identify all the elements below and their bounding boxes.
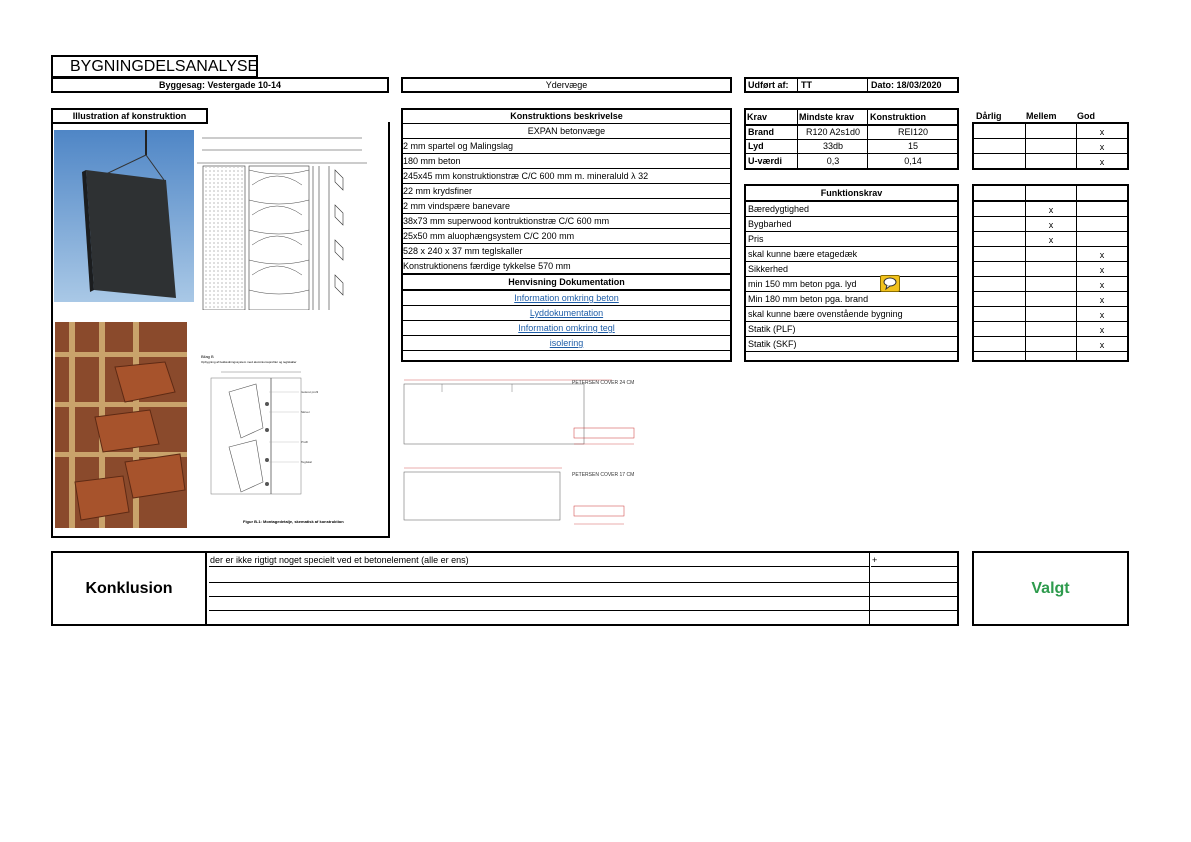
krav-table	[744, 108, 959, 170]
udfort-value: TT	[801, 80, 812, 90]
krav-header: Krav	[747, 112, 768, 122]
krav-row-kon: 0,14	[904, 156, 922, 166]
funktion-title: Funktionskrav	[746, 186, 957, 202]
svg-text:Profil: Profil	[301, 440, 308, 444]
element-field: Ydervæge	[401, 77, 732, 93]
construction-row: 25x50 mm aluophængsystem C/C 200 mm	[403, 229, 730, 244]
rating-mark: x	[1048, 235, 1054, 245]
photo-concrete-element	[54, 130, 194, 302]
rating-header-mellem: Mellem	[1026, 111, 1057, 121]
construction-row: Konstruktionens færdige tykkelse 570 mm	[403, 259, 730, 275]
drawing-caption: Figur B-1: Montagedetalje, skematisk af konstruktion	[243, 519, 344, 524]
rating-mark: x	[1099, 250, 1105, 260]
rating-header-darlig: Dårlig	[976, 111, 1002, 121]
link-isolering[interactable]: isolering	[549, 338, 584, 348]
konklusion-mark: +	[871, 553, 957, 567]
funktion-row: Bæredygtighed	[746, 202, 957, 217]
krav-row-min: 33db	[822, 141, 844, 151]
funktion-row: skal kunne bære ovenstående bygning	[746, 307, 957, 322]
funktion-row	[746, 277, 957, 292]
funktion-rating-grid	[972, 184, 1129, 362]
profile-label-17: PETERSEN COVER 17 CM	[572, 472, 635, 478]
krav-row-label: U-værdi	[748, 156, 783, 166]
krav-row-label: Brand	[748, 127, 775, 137]
construction-table	[403, 109, 730, 351]
page-title-box	[51, 55, 258, 78]
rating-mark: x	[1048, 220, 1054, 230]
construction-row: 180 mm beton	[403, 154, 730, 169]
krav-row-min: 0,3	[826, 156, 840, 166]
konklusion-label: Konklusion	[53, 553, 207, 624]
construction-row: EXPAN betonvæge	[403, 124, 730, 139]
funktion-row: Min 180 mm beton pga. brand	[746, 292, 957, 307]
rating-mark: x	[1099, 325, 1105, 335]
funktion-row: Pris	[746, 232, 957, 247]
result-valgt: Valgt	[1031, 580, 1070, 597]
byggesag-field: Byggesag: Vestergade 10-14	[51, 77, 389, 93]
construction-row: 528 x 240 x 37 mm teglskaller	[403, 244, 730, 259]
svg-text:Isoleret profil: Isoleret profil	[301, 390, 319, 394]
funktion-row: Bygbarhed	[746, 217, 957, 232]
funktion-row	[746, 352, 957, 366]
mindste-krav-header: Mindste krav	[799, 112, 855, 122]
svg-text:Skruer: Skruer	[301, 410, 310, 414]
rating-mark: x	[1099, 295, 1105, 305]
rating-mark: x	[1099, 340, 1105, 350]
funktion-row-text: min 150 mm beton pga. lyd	[748, 279, 857, 289]
rating-mark: x	[1099, 127, 1105, 137]
dato-field: Dato: 18/03/2020	[871, 80, 942, 90]
speech-bubble-icon[interactable]	[880, 275, 900, 292]
konklusion-panel	[51, 551, 959, 626]
profile-drawing-17	[402, 462, 682, 534]
funktion-table	[744, 184, 959, 362]
svg-text:Opbygning af beklædningssystem: Opbygning af beklædningssystem med aluminiumsprofiler og teglskaller	[201, 360, 297, 364]
rating-mark: x	[1048, 205, 1054, 215]
funktion-row: Sikkerhed	[746, 262, 957, 277]
rating-mark: x	[1099, 280, 1105, 290]
construction-title: Konstruktions beskrivelse	[403, 109, 730, 124]
krav-row-min: R120 A2s1d0	[805, 127, 861, 137]
rating-mark: x	[1099, 157, 1105, 167]
link-lyd[interactable]: Lyddokumentation	[529, 308, 604, 318]
construction-row: 245x45 mm konstruktionstræ C/C 600 mm m. mineraluld λ 32	[403, 169, 730, 184]
konklusion-row: der er ikke rigtigt noget specielt ved et betonelement (alle er ens)	[209, 553, 869, 567]
krav-rating-grid	[972, 122, 1129, 170]
rating-header-god: God	[1077, 111, 1095, 121]
construction-row: 22 mm krydsfiner	[403, 184, 730, 199]
documentation-title: Henvisning Dokumentation	[403, 275, 730, 291]
link-tegl[interactable]: Information omkring tegl	[518, 323, 615, 333]
udfort-label: Udført af:	[748, 80, 789, 90]
link-beton[interactable]: Information omkring beton	[514, 293, 619, 303]
udfort-field	[744, 77, 959, 93]
konstruktion-header: Konstruktion	[870, 112, 926, 122]
krav-row-label: Lyd	[748, 141, 764, 151]
section-drawing	[197, 130, 367, 310]
funktion-row: Statik (PLF)	[746, 322, 957, 337]
krav-row-kon: REI120	[897, 127, 929, 137]
svg-text:Bilag B: Bilag B	[201, 354, 214, 359]
attachment-detail-drawing	[201, 352, 361, 528]
construction-row: 2 mm spartel og Malingslag	[403, 139, 730, 154]
rating-mark: x	[1099, 265, 1105, 275]
profile-label-24: PETERSEN COVER 24 CM	[572, 380, 635, 386]
svg-text:Teglskal: Teglskal	[301, 460, 312, 464]
rating-mark: x	[1099, 310, 1105, 320]
photo-tile-facade	[55, 322, 187, 528]
profile-drawing-24	[402, 372, 682, 452]
illustration-label: Illustration af konstruktion	[51, 108, 208, 124]
page-title: BYGNINGDELSANALYSE	[70, 58, 259, 75]
construction-row: 2 mm vindspære banevare	[403, 199, 730, 214]
funktion-row: skal kunne bære etagedæk	[746, 247, 957, 262]
illustration-panel	[51, 122, 390, 538]
construction-row: 38x73 mm superwood kontruktionstræ C/C 600 mm	[403, 214, 730, 229]
rating-mark: x	[1099, 142, 1105, 152]
result-box	[972, 551, 1129, 626]
funktion-row: Statik (SKF)	[746, 337, 957, 352]
krav-row-kon: 15	[907, 141, 918, 151]
